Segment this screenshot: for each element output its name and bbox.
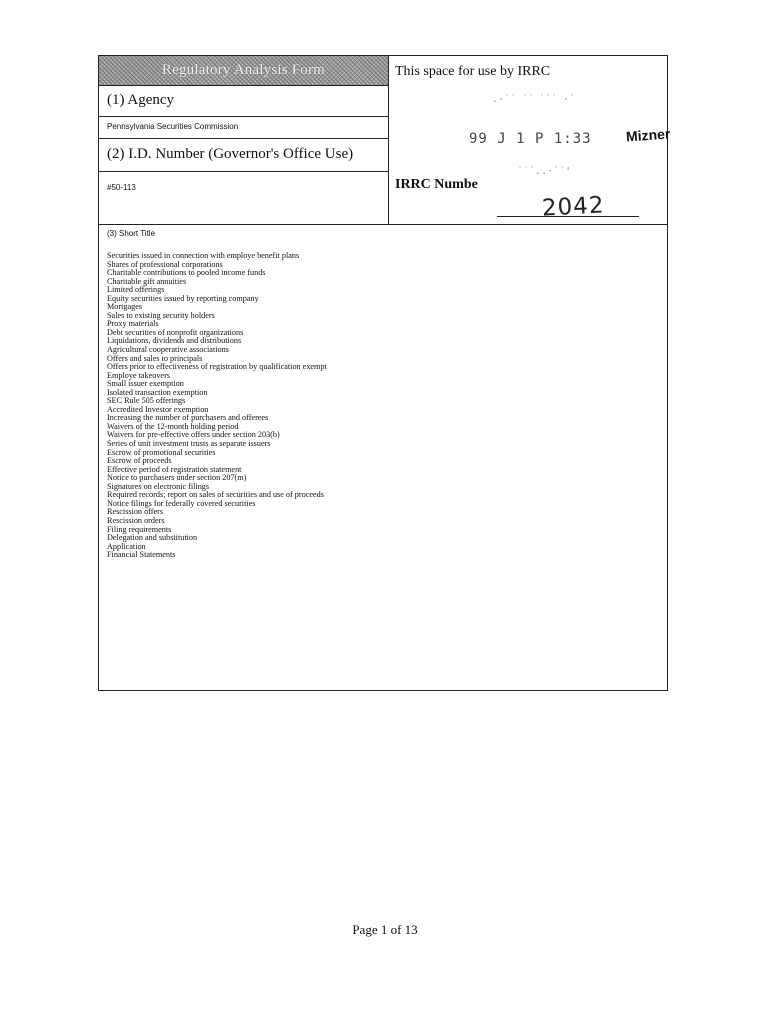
irrc-number-handwritten: 2042	[541, 192, 606, 222]
handwritten-signature: Mizner	[625, 125, 671, 145]
form-banner	[99, 56, 388, 86]
regulatory-analysis-form	[98, 55, 671, 691]
short-title-item: Signatures on electronic filings	[107, 481, 210, 491]
short-title-label: (3) Short Title	[107, 229, 156, 238]
form-title: Regulatory Analysis Form	[161, 62, 326, 78]
short-title-item: Series of unit investment trusts as separate issuers	[107, 439, 271, 449]
agency-divider	[99, 116, 388, 117]
short-title-item: Escrow of proceeds	[107, 456, 172, 466]
short-title-divider	[99, 224, 667, 225]
short-title-item: Waivers for pre-effective offers under section 203(b)	[107, 430, 280, 440]
short-title-item: Equity securities issued by reporting company	[107, 293, 259, 303]
short-title-item: SEC Rule 505 offerings	[107, 396, 186, 406]
page-number: Page 1 of 13	[352, 922, 418, 937]
id-divider	[99, 138, 388, 139]
short-title-item: Securities issued in connection with employe benefit plans	[107, 251, 300, 260]
short-title-item: Effective period of registration statement	[107, 464, 242, 474]
short-title-item: Agricultural cooperative associations	[107, 345, 229, 355]
short-title-item: Rescission orders	[107, 515, 165, 525]
short-title-item: Mortgages	[107, 302, 143, 312]
short-title-item: Offers and sales to principals	[107, 353, 203, 363]
irrc-space-label: This space for use by IRRC	[395, 64, 551, 79]
short-title-item: Limited offerings	[107, 285, 165, 295]
short-title-item: Financial Statements	[107, 550, 176, 560]
short-title-item: Liquidations, dividends and distributions	[107, 336, 242, 346]
irrc-number-label: IRRC Numbe	[395, 177, 478, 192]
short-title-item: Application	[107, 541, 146, 551]
short-title-item: Proxy materials	[107, 319, 159, 329]
short-title-item: Offers prior to effectiveness of registration by qualification exempt	[107, 362, 327, 372]
short-title-item: Delegation and substitution	[107, 533, 198, 543]
id-number-value: #50-113	[107, 183, 136, 192]
short-title-item: Debt securities of nonprofit organizations	[107, 327, 244, 337]
short-title-item: Filing requirements	[107, 524, 172, 534]
form-header-left	[99, 56, 389, 224]
short-title-item: Required records; report on sales of securities and use of proceeds	[107, 490, 324, 500]
short-title-item: Employe takeovers	[107, 370, 170, 380]
short-title-item: Escrow of promotional securities	[107, 447, 216, 457]
agency-value: Pennsylvania Securities Commission	[107, 122, 239, 131]
short-title-item: Notice filings for federally covered securities	[107, 498, 256, 508]
short-title-item: Small issuer exemption	[107, 379, 184, 389]
short-title-item: Sales to existing security holders	[107, 310, 215, 320]
short-title-item: Waivers of the 12-month holding period	[107, 421, 239, 431]
short-title-item: Increasing the number of purchasers and offerees	[107, 413, 269, 423]
irrc-number-underline	[497, 216, 639, 217]
short-title-item: Rescission offers	[107, 507, 164, 517]
short-title-item: Charitable gift annuities	[107, 276, 187, 286]
faint-stamp-mark-2: ˙˙˙ ·˙	[539, 94, 576, 105]
received-date-stamp: 99 J 1 P 1:33	[469, 131, 592, 147]
id-value-divider	[99, 171, 388, 172]
agency-label: (1) Agency	[107, 92, 175, 108]
short-title-item: Shares of professional corporations	[107, 259, 223, 269]
short-title-list	[107, 252, 327, 560]
short-title-item: Isolated transaction exemption	[107, 387, 208, 397]
short-title-item: Notice to purchasers under section 207(m)	[107, 473, 247, 483]
id-number-label: (2) I.D. Number (Governor's Office Use)	[107, 146, 354, 162]
short-title-item: Accredited Investor exemption	[107, 404, 209, 414]
faint-stamp-mark-3: ˙˙˙..·˙˙'	[517, 166, 572, 177]
faint-stamp-mark: .·˙˙ ˙˙	[492, 94, 535, 105]
short-title-item: Charitable contributions to pooled income funds	[107, 268, 266, 278]
